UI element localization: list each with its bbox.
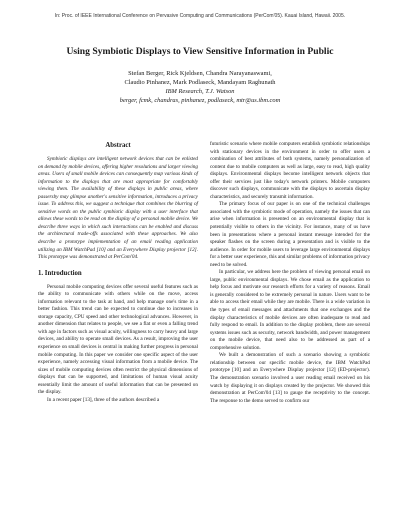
abstract-text: Symbiotic displays are intelligent network devices that can be enlisted on demand by mobile devices, offering higher resolutions and larger viewing areas. Users of small mobile devices can consequently map various kinds of information to the displays that are most appropriate for comfortably viewing them. The availability of these displays in public areas, where passersby may glimpse another's sensitive information, introduces a privacy issue. To address this, we suggest a technique that combines the blurring of sensitive words on the public symbiotic display with a user interface that allows these words to be read on the display of a personal mobile device. We describe three ways in which such interactions can be enabled and discuss the architectural trade-offs associated with these approaches. We also describe a prototype implementation of an email reading application utilizing an IBM WatchPad [10] and an Everywhere Display projector [12]. This prototype was demonstrated at PerCom'04. — [38, 156, 198, 261]
abstract-body — [38, 156, 198, 262]
intro-paragraph-1: Personal mobile computing devices offer several useful features such as the ability to communicate with others while on the move, access information relevant to the task at hand, and help manage one's time in a better fashion. This trend can be expected to continue due to increases in storage capacity, CPU speed and other technological advances. However, in another dimension that relates to people, we see a flat or even a falling trend with age in factors such as visual acuity, willingness to carry heavy and large devices, and ability to operate small devices. As a result, improving the user experience on small devices is central in making further progress in personal mobile computing. In this paper we consider one specific aspect of the user experience, namely accessing visual information from a mobile device. The sizes of mobile computing devices often restrict the physical dimensions of displays that can be supported, and limitations of human visual acuity essentially limit the amount of useful information that can be presented on the display. — [38, 283, 198, 396]
intro-paragraph-5: We built a demonstration of such a scenario showing a symbiotic relationship between our specific mobile device, the IBM WatchPad prototype [10] and an Everywhere Display projector [12] (ED-projector). The demonstration scenario involved a user reading email received on his watch by displaying it on displays created by the projector. We showed this demonstration at PerCom'04 [13] to gauge the receptivity to the concept. The response to the demo served to confirm our — [210, 352, 370, 404]
right-column — [210, 141, 370, 405]
intro-paragraph-4: In particular, we address here the problem of viewing personal email on large, public environmental displays. We chose email as the application to help focus and motivate our research efforts for a variety of reasons. Email is generally considered to be extremely personal in nature. Users want to be able to access their email while they are mobile. There is a wide variation in the types of email messages and attachments that one exchanges and the display characteristics of mobile devices are often inadequate to read and fully respond to email. In addition to the display problem, there are several systems issues such as security, network bandwidth, and power management on the mobile device, that need also to be addressed as part of a comprehensive solution. — [210, 269, 370, 351]
venue-header: In: Proc. of IEEE International Conference on Pervasive Computing and Communications (PerCom'05). Kauai Island, Hawaii. 2005. — [54, 13, 346, 19]
paper-title: Using Symbiotic Displays to View Sensitive Information in Public — [66, 46, 334, 57]
author-block — [20, 70, 380, 106]
intro-paragraph-2-continued: futuristic scenario where mobile computers establish symbiotic relationships with stationary devices in the environment in order to offer users a combination of best attributes of both systems, namely personalization of content due to mobile computers as well as large, easy to read, high quality displays. Environmental displays become intelligent network objects that offer their services just like today's network printers. Mobile computers discover such displays, communicate with the displays to ascertain display characteristics, and securely transmit information. — [210, 141, 370, 200]
intro-paragraph-3: The primary focus of our paper is on one of the technical challenges associated with the symbiotic mode of operation, namely the issues that can arise when information is presented on an environmental display that is potentially visible to others in the vicinity. For instance, many of us have been in presentations where a personal instant message intended for the speaker flashes on the screen during a presentation and is visible to the audience. In order for mobile users to leverage large environmental displays for a better user experience, this and similar problems of information privacy need to be solved. — [210, 201, 370, 268]
authors-line-1: Stefan Berger, Rick Kjeldsen, Chandra Narayanaswami, — [128, 70, 272, 77]
intro-paragraph-2: In a recent paper [13], three of the authors described a — [47, 396, 160, 403]
left-column — [38, 141, 198, 404]
author-emails: berger, fcmk, chandras, pinhanez, podlaseck, mtr@us.ibm.com — [119, 96, 281, 104]
introduction-heading: 1. Introduction — [38, 269, 82, 277]
affiliation: IBM Research, T.J. Watson — [165, 87, 235, 95]
abstract-heading: Abstract — [105, 142, 131, 149]
authors-line-2: Claudio Pinhanez, Mark Podlaseck, Mandayam Raghunath — [124, 78, 276, 86]
